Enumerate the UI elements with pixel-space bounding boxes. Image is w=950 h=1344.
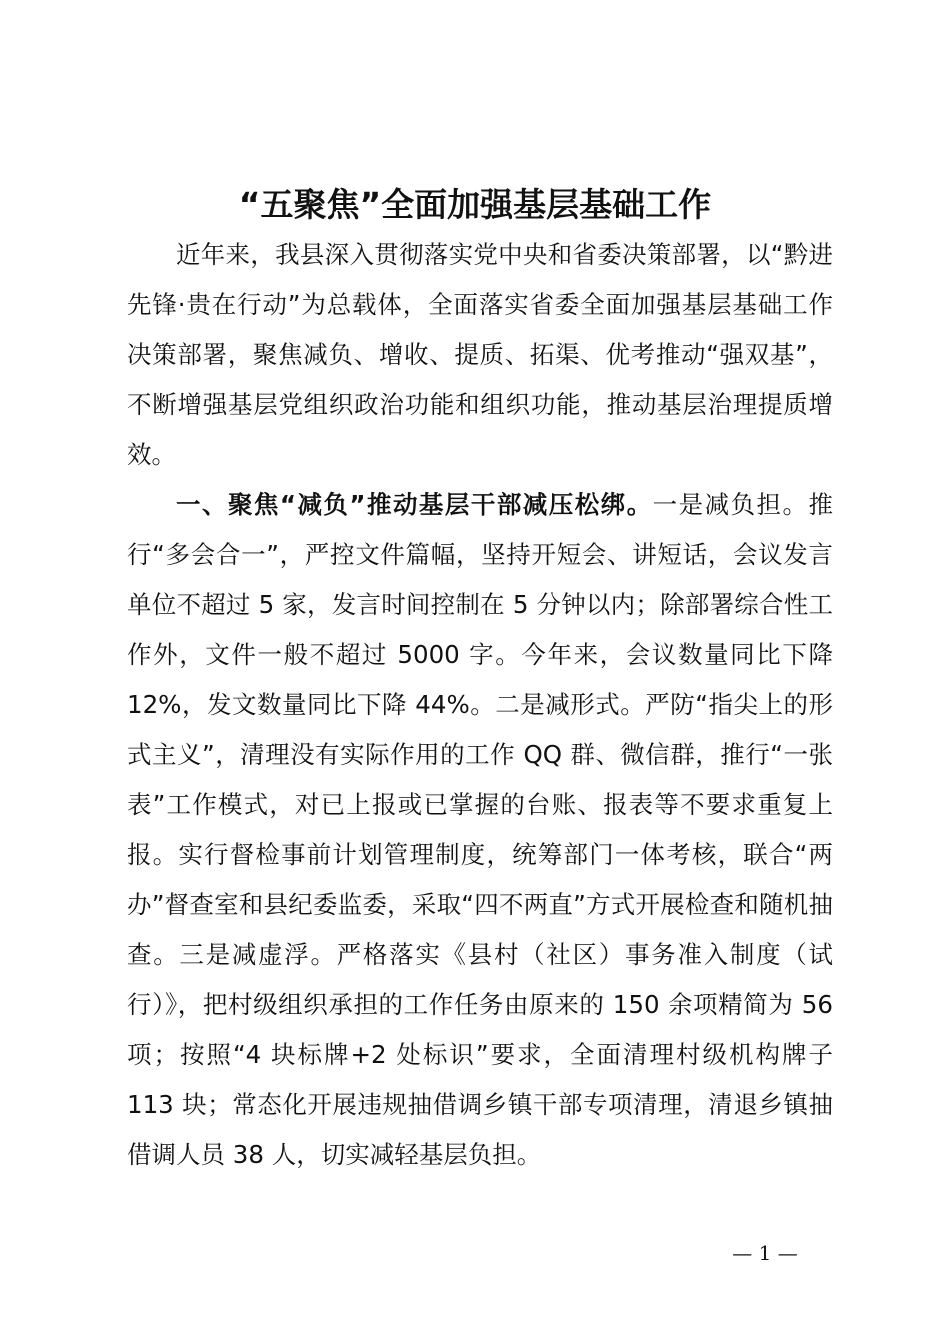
section-1-heading: 一、聚焦“减负”推动基层干部减压松绑。 <box>176 490 653 519</box>
page-number: — 1 — <box>732 1241 798 1265</box>
section-1-text: 一是减负担。推行“多会合一”，严控文件篇幅，坚持开短会、讲短话，会议发言单位不超过 5 家，发言时间控制在 5 分钟以内；除部署综合性工作外，文件一般不超过 5000 字。今年来，会议数量同比下降 12%，发文数量同比下降 44%。二是减形式。严防“指尖上的形式主义”，清理没有实际作用的工作 QQ 群、微信群，推行“一张表”工作模式，对已上报或已掌握的台账、报表等不要求重复上报。实行督检事前计划管理制度，统筹部门一体考核，联合“两办”督查室和县纪委监委，采取“四不两直”方式开展检查和随机抽查。三是减虚浮。严格落实《县村（社区）事务准入制度（试行）》，把村级组织承担的工作任务由原来的 150 余项精简为 56 项；按照“4 块标牌+2 处标识”要求，全面清理村级机构牌子 113 块；常态化开展违规抽借调乡镇干部专项清理，清退乡镇抽借调人员 38 人，切实减轻基层负担。 <box>127 490 834 1169</box>
intro-paragraph: 近年来，我县深入贯彻落实党中央和省委决策部署，以“黔进先锋·贵在行动”为总载体，全面落实省委全面加强基层基础工作决策部署，聚焦减负、增收、提质、拓渠、优考推动“强双基”，不断增强基层党组织政治功能和组织功能，推动基层治理提质增效。 <box>127 240 833 469</box>
document-title: “五聚焦”全面加强基层基础工作 <box>238 185 712 224</box>
section-1-paragraph <box>127 480 833 1180</box>
